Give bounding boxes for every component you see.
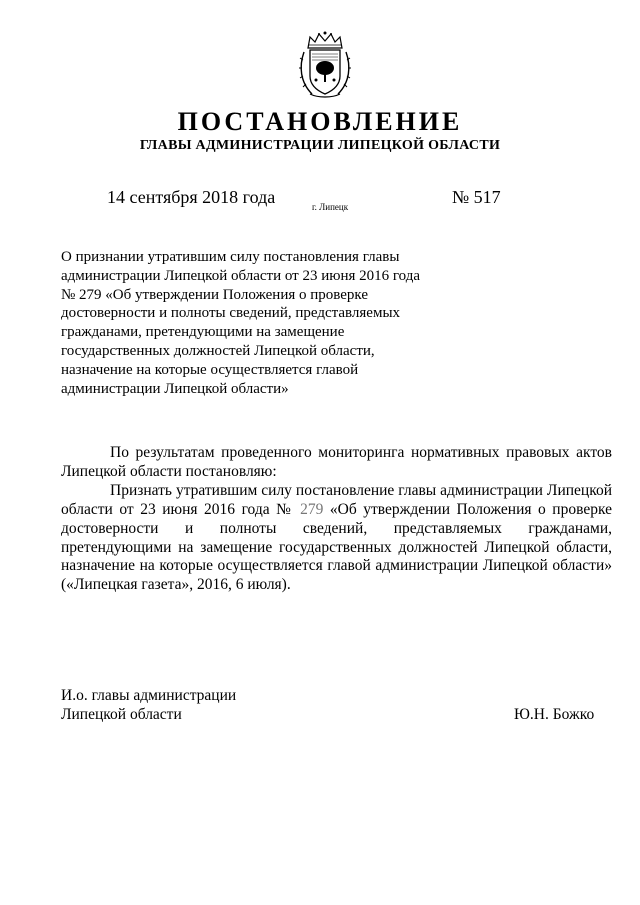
subject-line: О признании утратившим силу постановления главы [61, 249, 400, 265]
subject-line: администрации Липецкой области» [61, 380, 289, 397]
document-subject [61, 248, 421, 398]
decision-text-start: Признать утратившим силу постановление главы администрации Липецкой области от 23 июня 2016 года № [61, 481, 612, 518]
decision-paragraph [61, 482, 612, 595]
coat-of-arms-icon [298, 30, 352, 100]
subject-line: достоверности и полноты сведений, представляемых [61, 305, 401, 322]
subject-line: назначение на которые осуществляется главой [61, 361, 359, 378]
signature-name: Ю.Н. Божко [514, 706, 595, 723]
document-date: 14 сентября 2018 года [107, 187, 276, 207]
intro-paragraph: По результатам проведенного мониторинга нормативных правовых актов Липецкой области постановляю: [61, 444, 612, 480]
decision-number: 279 [300, 500, 324, 518]
subject-line: государственных должностей Липецкой области, [61, 342, 375, 359]
document-title: ПОСТАНОВЛЕНИЕ [177, 107, 463, 136]
subject-line: администрации Липецкой области от 23 июня 2016 года [61, 267, 421, 284]
signature-position-line: И.о. главы администрации [61, 687, 237, 704]
signature-position-line: Липецкой области [61, 706, 182, 723]
signature-position [61, 686, 236, 724]
subject-line: гражданами, претендующими на замещение [61, 324, 345, 341]
document-city: г. Липецк [312, 202, 349, 212]
document-subtitle: ГЛАВЫ АДМИНИСТРАЦИИ ЛИПЕЦКОЙ ОБЛАСТИ [139, 138, 501, 153]
document-number: № 517 [452, 187, 501, 207]
decision-text-end: «Об утверждении Положения о проверке достоверности и полноты сведений, представляемых гражданами, претендующими на замещение государственных должностей Липецкой области, назначение на которые осуществляется главой администрации Липецкой области» («Липецкая газета», 2016, 6 июля). [61, 500, 612, 594]
subject-line: № 279 «Об утверждении Положения о проверке [61, 286, 368, 303]
document-body [61, 444, 612, 595]
